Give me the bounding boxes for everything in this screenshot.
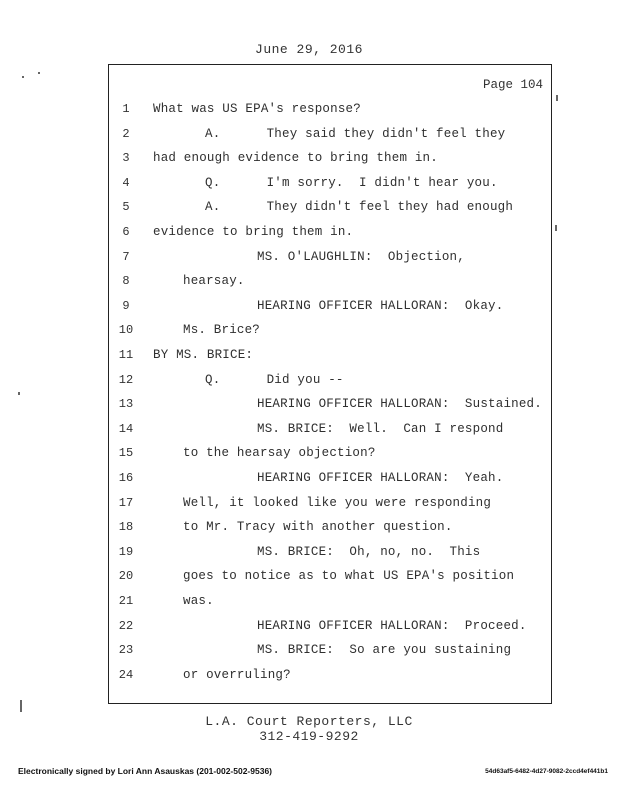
scan-speck — [22, 76, 24, 78]
scan-speck — [18, 392, 20, 395]
line-number: 24 — [118, 668, 134, 682]
line-number: 23 — [118, 643, 134, 657]
line-number: 1 — [122, 102, 130, 116]
transcript-line-text: MS. BRICE: Well. Can I respond — [257, 422, 504, 436]
transcript-line-text: hearsay. — [183, 274, 245, 288]
line-number: 22 — [118, 619, 134, 633]
line-number: 14 — [118, 422, 134, 436]
line-number: 11 — [118, 348, 134, 362]
court-reporter-name: L.A. Court Reporters, LLC — [205, 714, 413, 729]
transcript-line-text: A. They said they didn't feel they — [205, 127, 506, 141]
transcript-line-text: to the hearsay objection? — [183, 446, 376, 460]
line-number: 16 — [118, 471, 134, 485]
line-number: 3 — [122, 151, 130, 165]
line-number: 21 — [118, 594, 134, 608]
line-number: 13 — [118, 397, 134, 411]
line-number: 2 — [122, 127, 130, 141]
transcript-line-text: BY MS. BRICE: — [153, 348, 254, 362]
line-number: 7 — [122, 250, 130, 264]
transcript-line-text: MS. O'LAUGHLIN: Objection, — [257, 250, 465, 264]
line-number: 5 — [122, 200, 130, 214]
electronic-signature-text: Electronically signed by Lori Ann Asauskas (201-002-502-9536) — [18, 766, 273, 776]
line-number: 8 — [122, 274, 130, 288]
court-reporter-phone: 312-419-9292 — [259, 729, 359, 744]
transcript-line-text: MS. BRICE: So are you sustaining — [257, 643, 512, 657]
transcript-line-text: HEARING OFFICER HALLORAN: Okay. — [257, 299, 504, 313]
scan-speck — [38, 72, 40, 74]
line-number: 9 — [122, 299, 130, 313]
transcript-line-text: or overruling? — [183, 668, 291, 682]
line-number: 20 — [118, 569, 134, 583]
scan-speck — [556, 95, 558, 101]
transcript-line-text: was. — [183, 594, 214, 608]
transcript-line-text: Ms. Brice? — [183, 323, 261, 337]
transcript-date: June 29, 2016 — [255, 42, 363, 57]
transcript-line-text: Q. Did you -- — [205, 373, 344, 387]
transcript-line-text: What was US EPA's response? — [153, 102, 361, 116]
line-number: 6 — [122, 225, 130, 239]
transcript-line-text: Q. I'm sorry. I didn't hear you. — [205, 176, 498, 190]
transcript-line-text: had enough evidence to bring them in. — [153, 151, 438, 165]
line-number: 10 — [118, 323, 134, 337]
transcript-line-text: to Mr. Tracy with another question. — [183, 520, 453, 534]
scan-speck — [20, 700, 22, 712]
transcript-line-text: MS. BRICE: Oh, no, no. This — [257, 545, 481, 559]
page-number: Page 104 — [482, 78, 543, 92]
transcript-line-text: Well, it looked like you were responding — [183, 496, 492, 510]
scan-speck — [555, 225, 557, 231]
line-number: 19 — [118, 545, 134, 559]
line-number: 12 — [118, 373, 134, 387]
line-number: 4 — [122, 176, 130, 190]
transcript-line-text: HEARING OFFICER HALLORAN: Yeah. — [257, 471, 504, 485]
line-number: 17 — [118, 496, 134, 510]
transcript-line-text: goes to notice as to what US EPA's position — [183, 569, 515, 583]
transcript-line-text: A. They didn't feel they had enough — [205, 200, 514, 214]
transcript-line-text: evidence to bring them in. — [153, 225, 354, 239]
document-hash: 54d63af5-6482-4d27-9082-2ccd4ef441b1 — [485, 768, 608, 775]
line-number: 15 — [118, 446, 134, 460]
line-number: 18 — [118, 520, 134, 534]
transcript-line-text: HEARING OFFICER HALLORAN: Proceed. — [257, 619, 527, 633]
transcript-line-text: HEARING OFFICER HALLORAN: Sustained. — [257, 397, 542, 411]
